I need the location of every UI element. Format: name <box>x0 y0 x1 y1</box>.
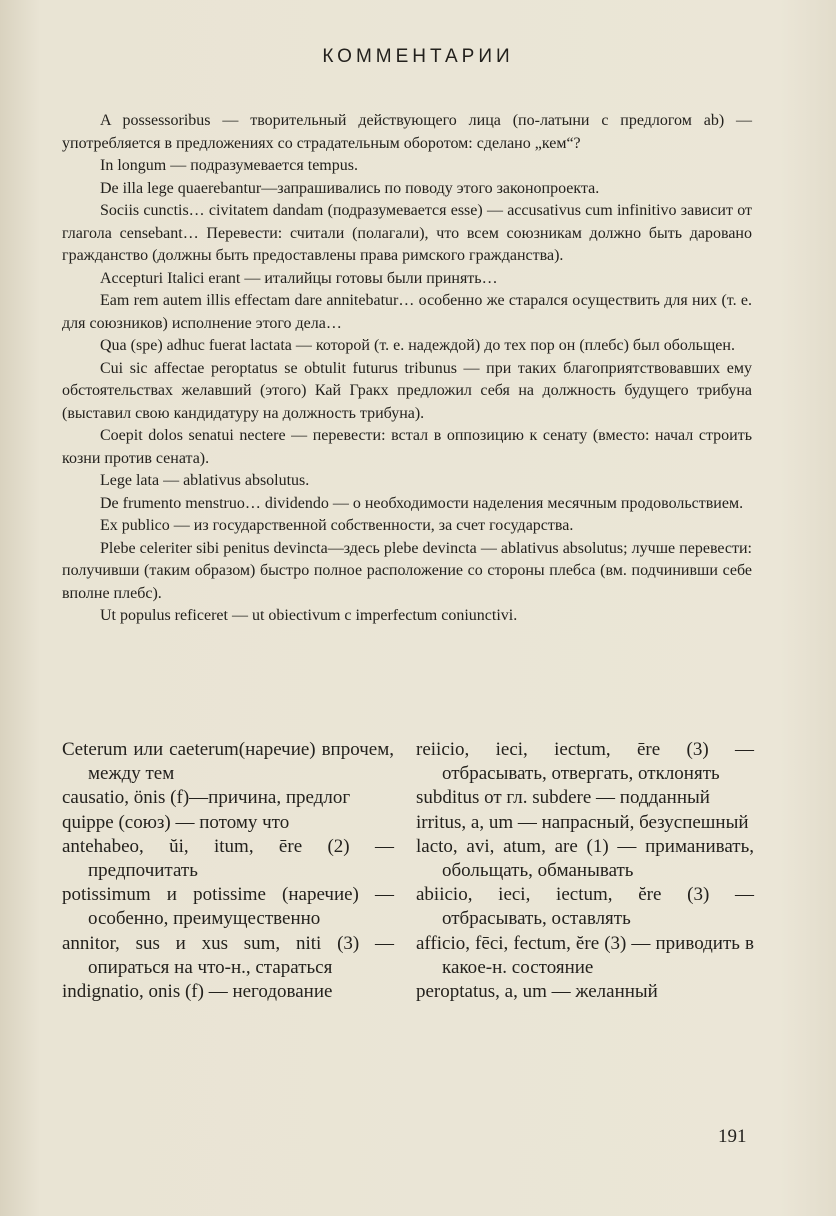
comment-paragraph: De frumento menstruo… dividendo — о необходимости наделения месячным продовольствием. <box>100 494 744 512</box>
vocab-entry: causatio, önis (f)—причина, предлог <box>62 787 351 809</box>
comment-paragraph: Eam rem autem illis effectam dare annitebatur… особенно же старался осуществить для них (т. е. для союзников) исполнение этого дела… <box>62 292 752 332</box>
page-number: 191 <box>718 1126 747 1147</box>
vocabulary-right-column <box>416 738 754 1004</box>
vocab-entry: peroptatus, a, um — желанный <box>416 981 658 1003</box>
vocab-entry: irritus, a, um — напрасный, безуспешный <box>416 811 749 833</box>
vocab-entry: reiicio, ieci, iectum, ēre (3) — отбрасывать, отвергать, отклонять <box>416 739 754 785</box>
vocab-entry: abiicio, ieci, iectum, ĕre (3) — отбрасывать, оставлять <box>416 884 754 930</box>
comment-paragraph: Qua (spe) adhuc fuerat lactata — которой (т. е. надеждой) до тех пор он (плебс) был обольщен. <box>100 337 735 354</box>
comment-paragraph: A possessoribus — творительный действующего лица (по-латыни с предлогом ab) — употребляется в предложениях со страдательным оборотом: сделано „кем“? <box>62 112 752 152</box>
comment-paragraph: Accepturi Italici erant — италийцы готовы были принять… <box>100 269 498 287</box>
vocab-entry: indignatio, onis (f) — негодование <box>62 981 333 1003</box>
comment-paragraph: Ut populus reficeret — ut obiectivum с imperfectum coniunctivi. <box>100 607 518 624</box>
comment-paragraph: Coepit dolos senatui nectere — перевести: встал в оппозицию к сенату (вместо: начал строить козни против сената). <box>62 427 752 467</box>
comment-paragraph: Ex publico — из государственной собственности, за счет государства. <box>100 517 574 534</box>
vocab-entry: Ceterum или caeterum(наречие) впрочем, между тем <box>62 739 394 785</box>
comment-paragraph: Plebe celeriter sibi penitus devincta—здесь plebe devincta — ablativus absolutus; лучше перевести: получивши (таким образом) быстро полное расположение со стороны плебса (вм. подчинивши себе вполне плебс). <box>62 539 752 602</box>
vocab-entry: antehabeo, ŭi, itum, ēre (2) — предпочитать <box>62 835 394 882</box>
vocab-entry: lacto, avi, atum, are (1) — приманивать, обольщать, обманывать <box>416 835 754 882</box>
vocab-entry: quippe (союз) — потому что <box>62 811 290 833</box>
vocab-entry: annitor, sus и xus sum, niti (3) — опираться на что-н., стараться <box>62 932 394 978</box>
vocab-entry: potissimum и potissime (наречие) — особенно, преимущественно <box>62 884 394 930</box>
commentary-block <box>62 110 752 628</box>
comment-paragraph: De illa lege quaerebantur—запрашивались по поводу этого законопроекта. <box>100 179 600 197</box>
comment-paragraph: Lege lata — ablativus absolutus. <box>100 472 310 489</box>
comment-paragraph: Sociis cunctis… civitatem dandam (подразумевается esse) — accusativus cum infinitivo зависит от глагола censebant… Перевести: считали (полагали), что всем союзникам должно быть даровано гражданство (должны быть предоставлены права римского гражданства). <box>62 202 752 264</box>
vocab-entry: subditus от гл. subdere — подданный <box>416 787 710 809</box>
page-header: КОММЕНТАРИИ <box>322 46 514 67</box>
vocabulary-left-column <box>62 738 394 1004</box>
vocab-entry: afficio, fēci, fectum, ĕre (3) — приводить в какое-н. состояние <box>416 932 754 978</box>
comment-paragraph: Cui sic affectae peroptatus se obtulit futurus tribunus — при таких благоприятствовавших ему обстоятельствах желавший (этого) Кай Гракх предложил себя на должность будущего трибуна (выставил свою кандидатуру на должность трибуна). <box>62 359 752 422</box>
comment-paragraph: In longum — подразумевается tempus. <box>100 157 358 174</box>
